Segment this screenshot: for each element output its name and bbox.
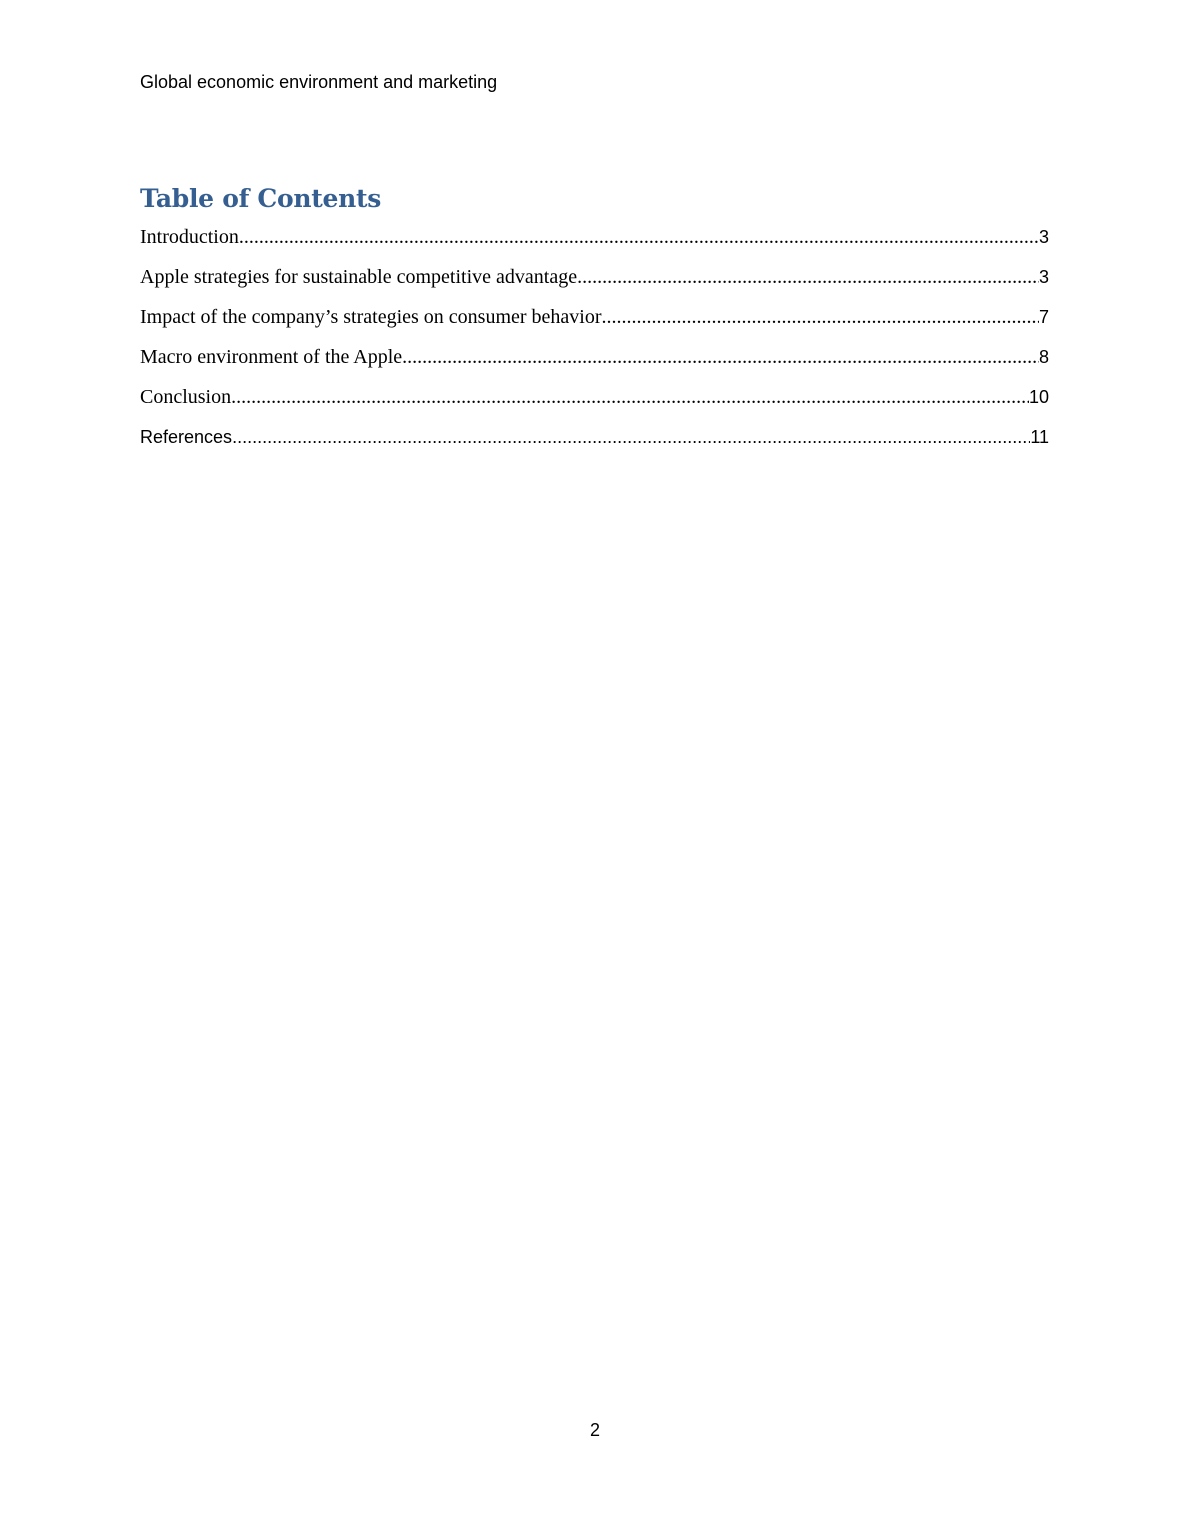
toc-entry-apple-strategies[interactable] bbox=[140, 262, 1049, 302]
toc-entry-page: 10 bbox=[1028, 387, 1049, 407]
toc-entry-label: Apple strategies for sustainable competitive advantage bbox=[140, 266, 578, 288]
toc-list bbox=[140, 222, 1049, 462]
toc-dot-leader bbox=[602, 302, 1039, 332]
toc-dot-leader bbox=[239, 222, 1039, 252]
toc-entry-label: References bbox=[140, 427, 233, 447]
page-number: 2 bbox=[589, 1420, 600, 1440]
toc-entry-references[interactable] bbox=[140, 422, 1049, 462]
toc-entry-introduction[interactable] bbox=[140, 222, 1049, 262]
toc-entry-page: 11 bbox=[1030, 427, 1049, 447]
toc-entry-label: Macro environment of the Apple bbox=[140, 346, 403, 368]
toc-entry-label: Impact of the company’s strategies on consumer behavior bbox=[140, 306, 602, 328]
toc-dot-leader bbox=[232, 422, 1030, 452]
toc-entry-page: 3 bbox=[1038, 267, 1049, 287]
toc-entry-conclusion[interactable] bbox=[140, 382, 1049, 422]
toc-entry-page: 8 bbox=[1038, 347, 1049, 367]
toc-heading: Table of Contents bbox=[140, 184, 382, 213]
toc-dot-leader bbox=[402, 342, 1039, 372]
toc-entry-label: Introduction bbox=[140, 226, 239, 248]
toc-dot-leader bbox=[577, 262, 1039, 292]
toc-entry-impact-consumer-behavior[interactable] bbox=[140, 302, 1049, 342]
toc-entry-page: 7 bbox=[1038, 307, 1049, 327]
toc-entry-page: 3 bbox=[1038, 227, 1049, 247]
toc-entry-label: Conclusion bbox=[140, 386, 232, 408]
toc-entry-macro-environment[interactable] bbox=[140, 342, 1049, 382]
toc-dot-leader bbox=[231, 382, 1029, 412]
page-header: Global economic environment and marketing bbox=[140, 72, 498, 92]
